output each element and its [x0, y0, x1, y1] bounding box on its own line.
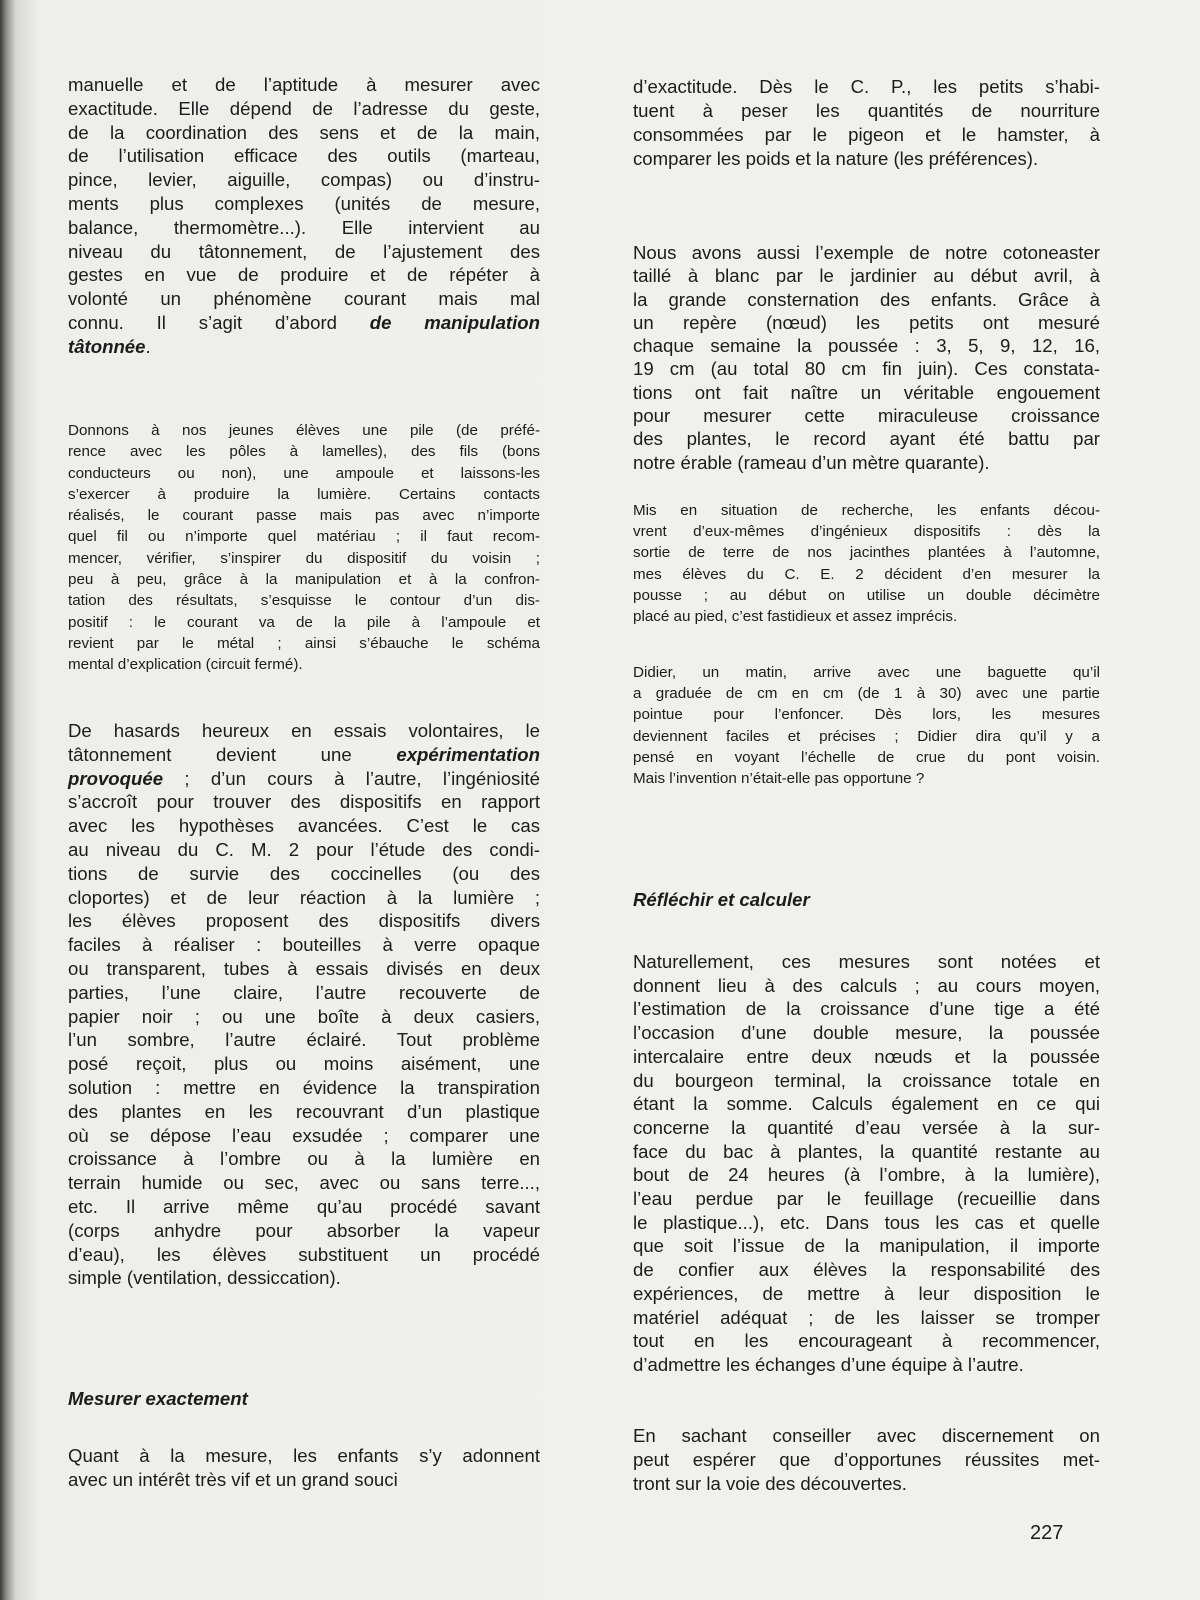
section-heading	[633, 888, 1100, 912]
paragraph	[68, 420, 540, 676]
text-segment: tâtonnement devient une	[68, 743, 397, 765]
text-line: pensé en voyant l’échelle de crue du pont voisin.	[633, 748, 1100, 766]
paragraph	[633, 241, 1100, 474]
text-line: avec les hypothèses avancées. C’est le cas	[68, 815, 540, 837]
emphasized-text: de manipulation	[369, 311, 540, 333]
text-line: Mis en situation de recherche, les enfants décou-	[633, 502, 1100, 519]
text-line: tout en les encourageant à recommencer,	[633, 1330, 1100, 1352]
text-line: tions de survie des coccinelles (ou des	[68, 862, 540, 884]
text-line: posé reçoit, plus ou moins aisément, une	[68, 1053, 540, 1075]
text-line: de confier aux élèves la responsabilité des	[633, 1259, 1100, 1281]
text-line: des plantes, le record ayant été battu par	[633, 428, 1100, 450]
emphasized-text: provoquée	[68, 767, 164, 789]
text-line: deviennent faciles et précises ; Didier dira qu’il y a	[633, 727, 1100, 745]
text-segment: ; d’un cours à l’autre, l’ingéniosité	[163, 767, 540, 789]
text-line: tront sur la voie des découvertes.	[633, 1473, 907, 1494]
text-line: où se dépose l’eau exsudée ; comparer une	[68, 1124, 540, 1146]
text-line: gestes en vue de produire et de répéter à	[68, 264, 540, 286]
text-line: sortie de terre de nos jacinthes plantées à l’automne,	[633, 544, 1100, 562]
text-line: cloportes) et de leur réaction à la lumière ;	[68, 886, 540, 908]
text-line: le plastique...), etc. Dans tous les cas et quelle	[633, 1211, 1100, 1233]
text-line: de l’utilisation efficace des outils (marteau,	[68, 145, 540, 167]
text-line: Donnons à nos jeunes élèves une pile (de préfé-	[68, 422, 540, 439]
text-line: rence avec les pôles à lamelles), des fils (bons	[68, 443, 540, 461]
text-line: Quant à la mesure, les enfants s’y adonnent	[68, 1445, 540, 1466]
text-line: vrent d’eux-mêmes d’ingénieux dispositifs : dès la	[633, 523, 1100, 541]
text-line: pince, levier, aiguille, compas) ou d’instru-	[68, 169, 540, 191]
text-line: taillé à blanc par le jardinier au début avril, à	[633, 265, 1100, 287]
text-line: quel fil ou n’importe quel matériau ; il faut recom-	[68, 528, 540, 546]
text-line: terrain humide ou sec, avec ou sans terre...,	[68, 1172, 540, 1194]
text-line: donnent lieu à des calculs ; au cours moyen,	[633, 974, 1100, 996]
text-line: tation des résultats, s’esquisse le contour d’un dis-	[68, 592, 540, 610]
text-line: concerne la quantité d’eau versée à la sur-	[633, 1116, 1100, 1138]
text-line: revient par le métal ; ainsi s’ébauche le schéma	[68, 634, 540, 652]
text-line: a graduée de cm en cm (de 1 à 30) avec une partie	[633, 685, 1100, 703]
text-line: ments plus complexes (unités de mesure,	[68, 192, 540, 214]
text-line: s’accroît pour trouver des dispositifs en rapport	[68, 791, 540, 813]
text-line: des plantes en les recouvrant d’un plastique	[68, 1100, 540, 1122]
text-line: tuent à peser les quantités de nourriture	[633, 100, 1100, 121]
paragraph	[633, 500, 1100, 627]
text-line: positif : le courant va de la pile à l’ampoule et	[68, 613, 540, 631]
text-line: de la coordination des sens et de la main,	[68, 121, 540, 143]
text-line: parties, l’une claire, l’autre recouverte de	[68, 981, 540, 1003]
text-line	[68, 335, 540, 359]
text-line: les élèves proposent des dispositifs divers	[68, 910, 540, 932]
text-line: placé au pied, c’est fastidieux et assez imprécis.	[633, 608, 958, 626]
text-line: mes élèves du C. E. 2 décident d’en mesurer la	[633, 565, 1100, 583]
text-line: Naturellement, ces mesures sont notées et	[633, 951, 1100, 972]
text-line: l’eau perdue par le feuillage (recueillie dans	[633, 1188, 1100, 1210]
text-line: l’un sombre, l’autre éclairé. Tout problème	[68, 1029, 540, 1051]
text-line: du bourgeon terminal, la croissance totale en	[633, 1069, 1100, 1091]
text-line: s’exercer à produire la lumière. Certains contacts	[68, 485, 540, 503]
text-line: Mesurer exactement	[68, 1388, 248, 1409]
text-line: croissance à l’ombre ou à la lumière en	[68, 1148, 540, 1170]
text-line: matériel adéquat ; de les laisser se tromper	[633, 1306, 1100, 1328]
text-line: d’exactitude. Dès le C. P., les petits s’habi-	[633, 76, 1100, 97]
text-line: peu à peu, grâce à la manipulation et à la confron-	[68, 571, 540, 589]
text-line: faciles à réaliser : bouteilles à verre opaque	[68, 934, 540, 956]
text-line: balance, thermomètre...). Elle intervient au	[68, 216, 540, 238]
text-line: pousse ; au début on utilise un double décimètre	[633, 586, 1100, 604]
text-line: un repère (nœud) les petits ont mesuré	[633, 311, 1100, 333]
text-line: pour mesurer cette miraculeuse croissance	[633, 405, 1100, 427]
text-line: au niveau du C. M. 2 pour l’étude des condi-	[68, 838, 540, 860]
text-line: papier noir ; ou une boîte à deux casiers,	[68, 1005, 540, 1027]
text-line: l’estimation de la croissance d’une tige a été	[633, 998, 1100, 1020]
text-line: d’admettre les échanges d’une équipe à l’autre.	[633, 1353, 1024, 1375]
text-line: etc. Il arrive même qu’au procédé savant	[68, 1195, 540, 1217]
paragraph	[633, 950, 1100, 1377]
text-line: chaque semaine la poussée : 3, 5, 9, 12, 16,	[633, 335, 1100, 357]
text-line: peut espérer que d’opportunes réussites met-	[633, 1449, 1100, 1470]
text-line: mental d’explication (circuit fermé).	[68, 656, 303, 674]
text-line: simple (ventilation, dessiccation).	[68, 1267, 341, 1289]
text-line: 19 cm (au total 80 cm fin juin). Ces constata-	[633, 358, 1100, 380]
text-line: manuelle et de l’aptitude à mesurer avec	[68, 74, 540, 95]
section-heading	[68, 1387, 540, 1411]
paragraph	[633, 1424, 1100, 1496]
text-line: réalisés, le courant passe mais pas avec n’importe	[68, 507, 540, 525]
text-line	[68, 311, 540, 335]
text-line: Nous avons aussi l’exemple de notre cotoneaster	[633, 242, 1100, 263]
text-line: pointue pour l’enfoncer. Dès lors, les mesures	[633, 706, 1100, 724]
text-line: tions ont fait naître un véritable engouement	[633, 381, 1100, 403]
text-line: la grande consternation des enfants. Grâce à	[633, 288, 1100, 310]
paragraph	[68, 719, 540, 1290]
text-segment: connu. Il s’agit d’abord	[68, 311, 370, 333]
text-line: consommées par le pigeon et le hamster, à	[633, 124, 1100, 145]
emphasized-text: expérimentation	[396, 743, 540, 765]
text-line: (corps anhydre pour absorber la vapeur	[68, 1219, 540, 1241]
emphasized-text: tâtonnée	[68, 335, 146, 357]
text-line: solution : mettre en évidence la transpiration	[68, 1076, 540, 1098]
text-line: niveau du tâtonnement, de l’ajustement des	[68, 240, 540, 262]
text-line: Mais l’invention n’était-elle pas opportune ?	[633, 770, 925, 788]
text-line: étant la somme. Calculs également en ce qui	[633, 1093, 1100, 1115]
paragraph	[68, 73, 540, 359]
paragraph	[68, 1444, 540, 1492]
text-line: mencer, vérifier, s’inspirer du dispositif du voisin ;	[68, 549, 540, 567]
text-line: expériences, de mettre à leur disposition le	[633, 1282, 1100, 1304]
text-line: De hasards heureux en essais volontaires, le	[68, 720, 540, 741]
paragraph	[633, 662, 1100, 789]
text-line: ou transparent, tubes à essais divisés en deux	[68, 957, 540, 979]
paragraph	[633, 75, 1100, 171]
text-line: intercalaire entre deux nœuds et la poussée	[633, 1045, 1100, 1067]
page-number: 227	[1030, 1522, 1064, 1544]
text-line: volonté un phénomène courant mais mal	[68, 288, 540, 310]
text-line: comparer les poids et la nature (les préférences).	[633, 148, 1039, 169]
text-line: En sachant conseiller avec discernement on	[633, 1425, 1100, 1446]
text-line	[68, 743, 540, 767]
text-line: l’occasion d’une double mesure, la poussée	[633, 1022, 1100, 1044]
text-line: notre érable (rameau d’un mètre quarante).	[633, 451, 990, 473]
text-line: que soit l’issue de la manipulation, il importe	[633, 1235, 1100, 1257]
text-line: bout de 24 heures (à l’ombre, à la lumière),	[633, 1164, 1100, 1186]
text-line: d’eau), les élèves substituent un procédé	[68, 1243, 540, 1265]
text-line: conducteurs ou non), une ampoule et laissons-les	[68, 464, 540, 482]
text-segment: .	[145, 335, 151, 357]
text-line: Réfléchir et calculer	[633, 889, 810, 910]
text-line: exactitude. Elle dépend de l’adresse du geste,	[68, 97, 540, 119]
text-line: avec un intérêt très vif et un grand souci	[68, 1469, 398, 1490]
text-line	[68, 767, 540, 791]
text-line: face du bac à plantes, la quantité restante au	[633, 1140, 1100, 1162]
text-line: Didier, un matin, arrive avec une baguette qu’il	[633, 664, 1100, 681]
